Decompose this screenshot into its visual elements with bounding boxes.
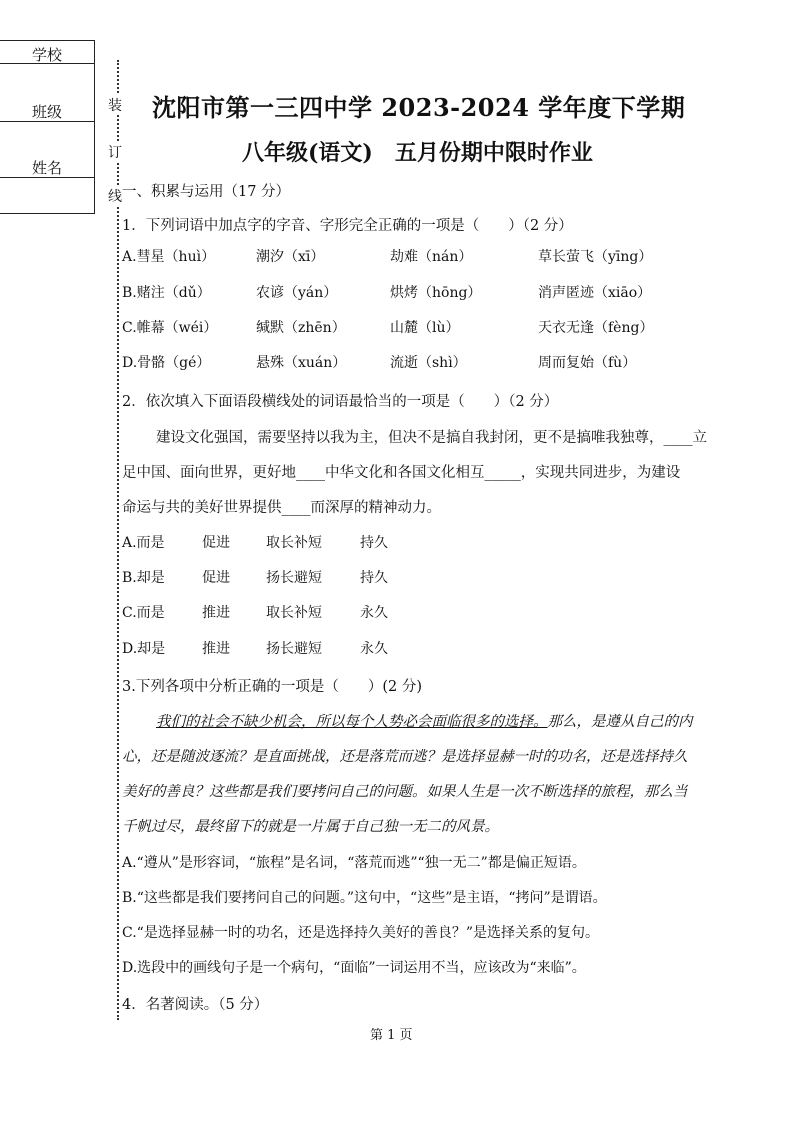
question-3-passage-line: 心，还是随波逐流？是直面挑战，还是落荒而逃？是选择显赫一时的功名，还是选择持久	[122, 749, 688, 765]
question-4-stem: 4．名著阅读。（5 分）	[122, 997, 269, 1013]
name-label: 姓名	[31, 159, 62, 177]
q1-option-cell: 缄默（zhēn）	[256, 320, 346, 336]
question-2-passage-line: 足中国、面向世界，更好地____中华文化和各国文化相互_____，实现共同进步，为建设	[122, 465, 681, 481]
q1-option-cell: 流逝（shì）	[390, 355, 467, 371]
q1-option-cell: 农谚（yán）	[256, 285, 338, 301]
question-3-passage-line: 千帆过尽，最终留下的就是一片属于自己独一无二的风景。	[122, 819, 499, 835]
q2-option-cell: A.而是	[122, 535, 165, 551]
q2-option-cell: D.却是	[122, 641, 166, 657]
binding-char-ding: 订	[108, 142, 122, 162]
q2-option-cell: B.却是	[122, 570, 165, 586]
q1-option-cell: B.赌注（dǔ）	[122, 285, 211, 301]
q1-option-cell: A.彗星（huì）	[122, 249, 216, 265]
student-info-box	[0, 40, 95, 214]
binding-char-xian: 线	[108, 186, 122, 206]
q1-option-cell: 潮汐（xī）	[256, 249, 325, 265]
question-3-option-c: C.“是选择显赫一时的功名，还是选择持久美好的善良？”是选择关系的复句。	[122, 925, 599, 941]
binding-char-zhuang: 装	[108, 95, 122, 115]
q1-option-cell: 悬殊（xuán）	[256, 355, 347, 371]
class-label: 班级	[31, 103, 62, 121]
class-field[interactable]	[0, 121, 94, 122]
school-label: 学校	[31, 46, 62, 64]
passage-text: 那么，是遵从自己的内	[547, 714, 693, 730]
q2-option-cell: 持久	[360, 535, 388, 551]
q2-option-cell: 永久	[360, 641, 388, 657]
q2-option-cell: 取长补短	[266, 605, 322, 621]
q1-option-cell: D.骨骼（gé）	[122, 355, 211, 371]
q2-option-cell: 扬长避短	[266, 570, 322, 586]
q1-option-cell: C.帷幕（wéi）	[122, 320, 218, 336]
name-field[interactable]	[0, 177, 94, 178]
section-heading: 一、积累与运用（17 分）	[122, 184, 291, 200]
q2-option-cell: 持久	[360, 570, 388, 586]
page-title: 沈阳市第一三四中学 2023-2024 学年度下学期	[152, 93, 686, 122]
question-3-option-b: B.“这些都是我们要拷问自己的问题。”这句中，“这些”是主语，“拷问”是谓语。	[122, 890, 607, 906]
q1-option-cell: 山麓（lù）	[390, 320, 460, 336]
q2-option-cell: 推进	[202, 605, 230, 621]
q2-option-cell: 扬长避短	[266, 641, 322, 657]
q2-option-cell: 取长补短	[266, 535, 322, 551]
q2-option-cell: C.而是	[122, 605, 165, 621]
q1-option-cell: 消声匿迹（xiāo）	[538, 285, 652, 301]
q1-option-cell: 周而复始（fù）	[538, 355, 637, 371]
question-2-passage-line: 建设文化强国，需要坚持以我为主，但决不是搞自我封闭，更不是搞唯我独尊，____立	[156, 430, 707, 446]
page-number: 第 1 页	[370, 1028, 413, 1043]
question-3-passage-line: 美好的善良？这些都是我们要拷问自己的问题。如果人生是一次不断选择的旅程，那么当	[122, 784, 688, 800]
q1-option-cell: 劫难（nán）	[390, 249, 473, 265]
question-3-passage-first-line	[156, 710, 693, 731]
page-subtitle: 八年级(语文) 五月份期中限时作业	[242, 140, 593, 166]
question-3-stem: 3.下列各项中分析正确的一项是（ ）(2 分)	[122, 679, 422, 695]
q1-option-cell: 天衣无逢（fèng）	[538, 320, 654, 336]
question-1-stem: 1．下列词语中加点字的字音、字形完全正确的一项是（ ）（2 分）	[122, 218, 573, 234]
question-3-option-d: D.选段中的画线句子是一个病句，“面临”一词运用不当，应该改为“来临”。	[122, 960, 586, 976]
school-field[interactable]	[0, 63, 94, 64]
question-2-passage-line: 命运与共的美好世界提供____而深厚的精神动力。	[122, 500, 441, 516]
q1-option-cell: 草长萤飞（yīng）	[538, 249, 653, 265]
q2-option-cell: 促进	[202, 570, 230, 586]
q1-option-cell: 烘烤（hōng）	[390, 285, 482, 301]
question-2-stem: 2．依次填入下面语段横线处的词语最恰当的一项是（ ）（2 分）	[122, 394, 559, 410]
underlined-sentence: 我们的社会不缺少机会，所以每个人势必会面临很多的选择。	[156, 714, 548, 730]
question-3-option-a: A.“遵从”是形容词，“旅程”是名词，“落荒而逃”“独一无二”都是偏正短语。	[122, 855, 586, 871]
q2-option-cell: 促进	[202, 535, 230, 551]
q2-option-cell: 推进	[202, 641, 230, 657]
q2-option-cell: 永久	[360, 605, 388, 621]
